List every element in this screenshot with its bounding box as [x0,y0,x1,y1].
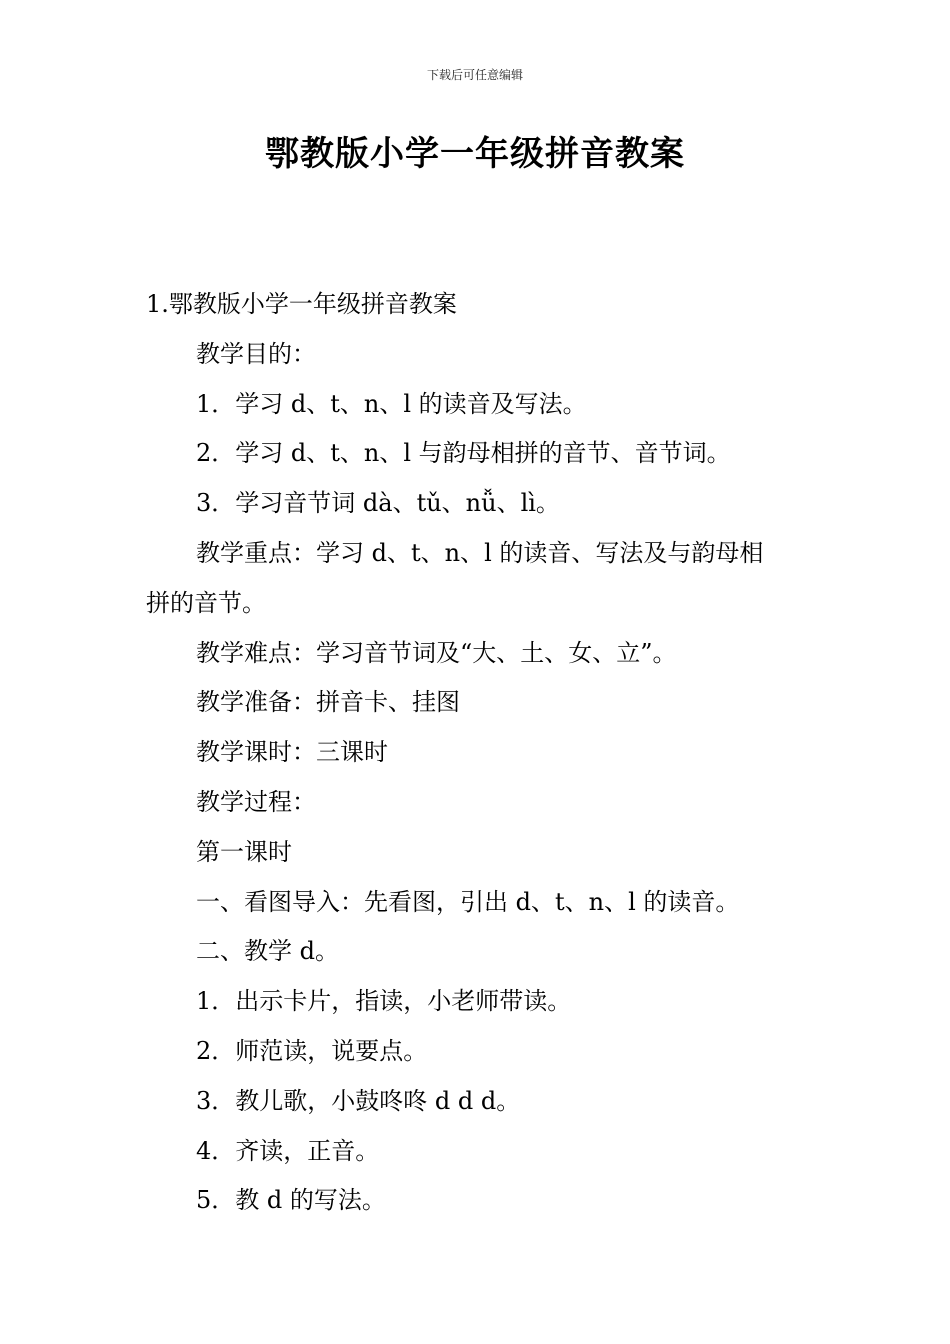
text-line-key-point-continued: 拼的音节。 [146,588,266,617]
document-body [146,280,810,1226]
text-line-goal-3: 3．学习音节词 dà、tǔ、nǚ、lì。 [196,489,560,518]
text-line-process: 教学过程： [196,787,316,816]
text-line-substep-1: 1．出示卡片，指读，小老师带读。 [196,987,572,1016]
text-line-step-2: 二、教学 d。 [196,937,339,966]
text-line-preparation: 教学准备：拼音卡、挂图 [196,688,460,717]
text-line-substep-3: 3．教儿歌，小鼓咚咚 d d d。 [196,1086,521,1115]
text-line-first-lesson: 第一课时 [196,837,292,866]
text-line-substep-5: 5．教 d 的写法。 [196,1186,386,1215]
text-line-key-point: 教学重点：学习 d、t、n、l 的读音、写法及与韵母相 [196,538,764,567]
section-heading: 1.鄂教版小学一年级拼音教案 [146,290,457,318]
text-line-substep-2: 2．师范读，说要点。 [196,1036,428,1065]
header-note: 下载后可任意编辑 [426,68,523,82]
text-line-class-hours: 教学课时：三课时 [196,738,388,767]
text-line-substep-4: 4．齐读，正音。 [196,1136,380,1165]
document-title: 鄂教版小学一年级拼音教案 [265,134,685,174]
text-line-goal-2: 2．学习 d、t、n、l 与韵母相拼的音节、音节词。 [196,439,731,468]
text-line-teaching-goal: 教学目的： [196,339,316,368]
text-line-step-1: 一、看图导入：先看图，引出 d、t、n、l 的读音。 [196,887,740,916]
text-line-difficulty: 教学难点：学习音节词及“大、土、女、立”。 [196,638,677,667]
text-line-goal-1: 1．学习 d、t、n、l 的读音及写法。 [196,389,587,418]
